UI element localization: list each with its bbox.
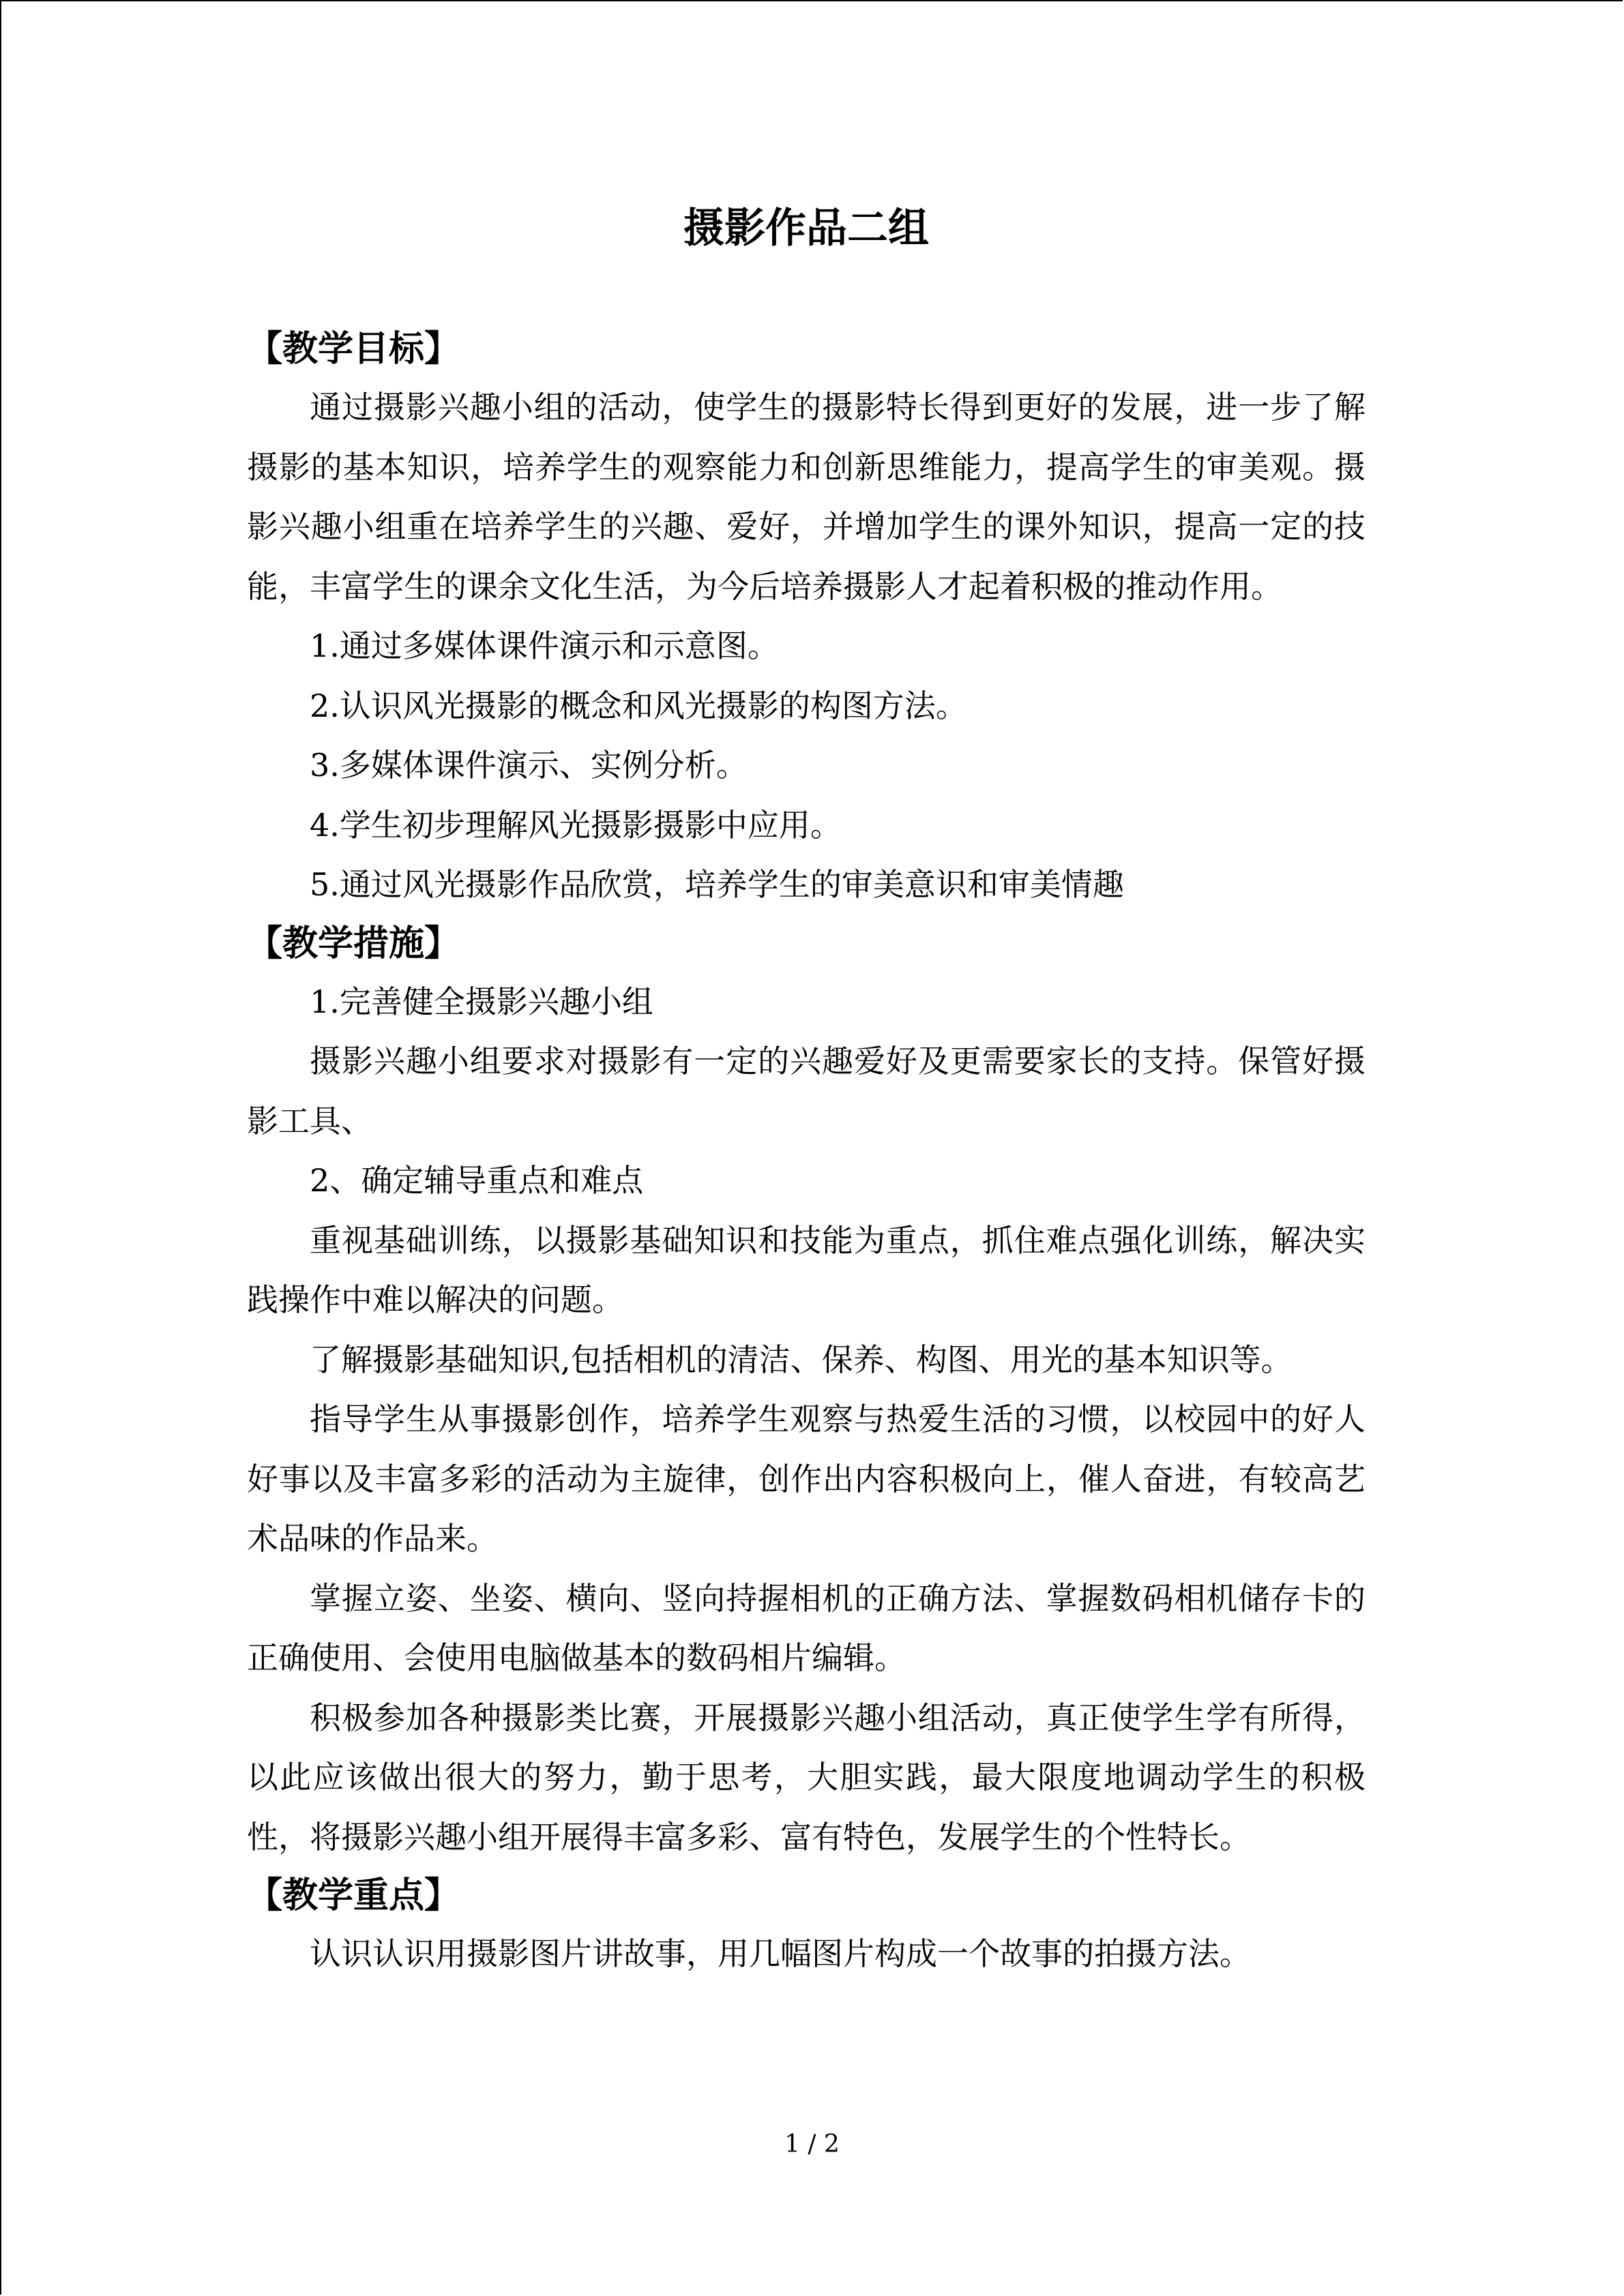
measures-paragraph-6: 积极参加各种摄影类比赛，开展摄影兴趣小组活动，真正使学生学有所得，以此应该做出很大的努力，勤于思考，大胆实践，最大限度地调动学生的积极性，将摄影兴趣小组开展得丰富多彩、富有特色，发展学生的个性特长。 — [247, 1699, 1365, 1855]
section-teaching-measures — [247, 915, 1365, 1868]
measures-paragraph-3: 了解摄影基础知识,包括相机的清洁、保养、构图、用光的基本知识等。 — [310, 1341, 1293, 1378]
document-body — [247, 198, 1365, 1984]
measures-paragraph-2: 重视基础训练，以摄影基础知识和技能为重点，抓住难点强化训练，解决实践操作中难以解决的问题。 — [247, 1221, 1365, 1318]
goal-item: 1.通过多媒体课件演示和示意图。 — [310, 627, 779, 664]
section-teaching-goals — [247, 320, 1365, 915]
section-heading-measures: 【教学措施】 — [247, 923, 460, 964]
document-title: 摄影作品二组 — [683, 205, 929, 252]
measures-subheading-2: 2、确定辅导重点和难点 — [310, 1162, 644, 1199]
goal-item: 5.通过风光摄影作品欣赏，培养学生的审美意识和审美情趣 — [310, 866, 1124, 903]
goals-paragraph: 通过摄影兴趣小组的活动，使学生的摄影特长得到更好的发展，进一步了解摄影的基本知识，培养学生的观察能力和创新思维能力，提高学生的审美观。摄影兴趣小组重在培养学生的兴趣、爱好，并增加学生的课外知识，提高一定的技能，丰富学生的课余文化生活，为今后培养摄影人才起着积极的推动作用。 — [247, 389, 1365, 605]
section-heading-goals: 【教学目标】 — [247, 329, 460, 370]
page-number: 1 / 2 — [784, 2130, 840, 2158]
goal-item: 2.认识风光摄影的概念和风光摄影的构图方法。 — [310, 687, 967, 724]
goal-item: 4.学生初步理解风光摄影摄影中应用。 — [310, 806, 842, 844]
measures-paragraph-4: 指导学生从事摄影创作，培养学生观察与热爱生活的习惯，以校园中的好人好事以及丰富多彩的活动为主旋律，创作出内容积极向上，催人奋进，有较高艺术品味的作品来。 — [247, 1401, 1365, 1557]
section-heading-focus: 【教学重点】 — [247, 1875, 460, 1916]
measures-paragraph-1: 摄影兴趣小组要求对摄影有一定的兴趣爱好及更需要家长的支持。保管好摄影工具、 — [247, 1043, 1365, 1139]
goal-item: 3.多媒体课件演示、实例分析。 — [310, 747, 748, 784]
measures-subheading-1: 1.完善健全摄影兴趣小组 — [310, 983, 653, 1020]
focus-paragraph: 认识认识用摄影图片讲故事，用几幅图片构成一个故事的拍摄方法。 — [310, 1935, 1251, 1972]
section-teaching-focus — [247, 1867, 1365, 1984]
measures-paragraph-5: 掌握立姿、坐姿、横向、竖向持握相机的正确方法、掌握数码相机储存卡的正确使用、会使用电脑做基本的数码相片编辑。 — [247, 1579, 1365, 1676]
